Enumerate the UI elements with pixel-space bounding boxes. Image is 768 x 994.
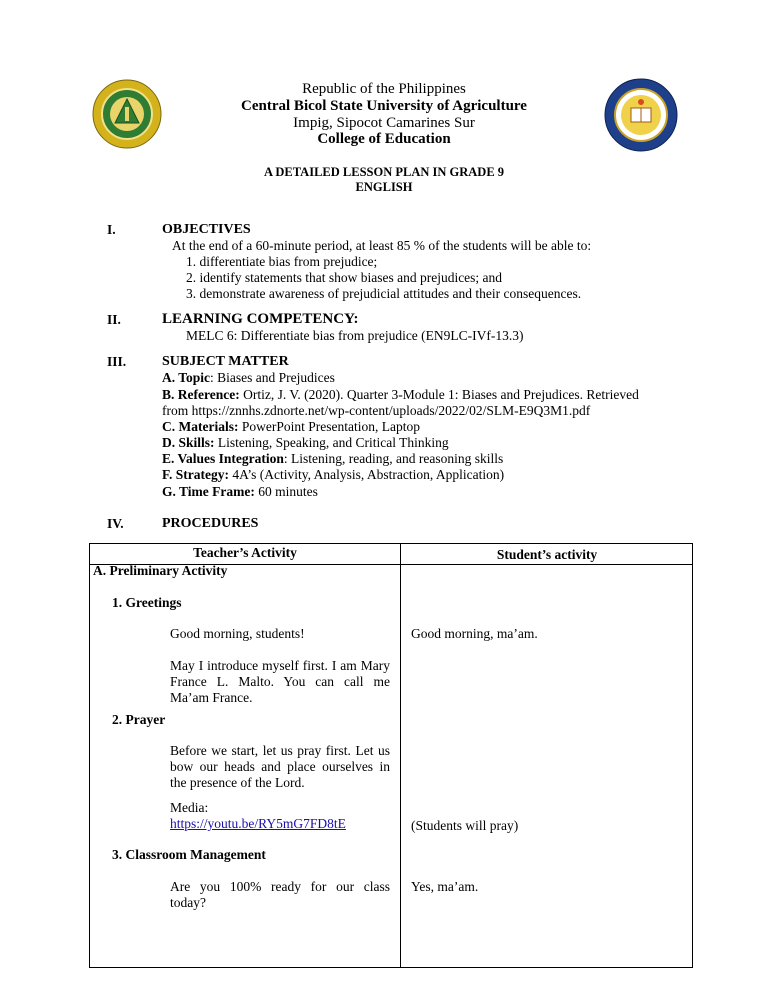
values-label: E. Values Integration bbox=[162, 451, 284, 466]
student-activity-header: Student’s activity bbox=[496, 547, 598, 562]
column-divider bbox=[400, 544, 401, 967]
section-number-competency: II. bbox=[107, 312, 121, 327]
section-heading-competency: LEARNING COMPETENCY: bbox=[162, 311, 359, 327]
timeframe-value: 60 minutes bbox=[254, 484, 318, 499]
teacher-readiness-question: Are you 100% ready for our class today? bbox=[170, 879, 390, 910]
objective-item: 1. differentiate bias from prejudice; bbox=[186, 254, 378, 269]
section-heading-subject: SUBJECT MATTER bbox=[162, 354, 289, 369]
teacher-activity-header: Teacher’s Activity bbox=[193, 545, 297, 560]
subject-timeframe bbox=[162, 484, 318, 500]
materials-value: PowerPoint Presentation, Laptop bbox=[238, 419, 420, 434]
strategy-label-letter: F bbox=[162, 467, 170, 482]
reference-url: from https://znnhs.zdnorte.net/wp-content/uploads/2022/02/SLM-E9Q3M1.pdf bbox=[162, 403, 591, 418]
prayer-media-link[interactable]: https://youtu.be/RY5mG7FD8tE bbox=[170, 816, 346, 831]
objectives-intro: At the end of a 60-minute period, at least 85 % of the students will be able to: bbox=[172, 238, 592, 253]
strategy-value: 4A’s (Activity, Analysis, Abstraction, Application) bbox=[229, 467, 505, 482]
section-heading-procedures: PROCEDURES bbox=[162, 516, 259, 531]
teacher-prayer-instructions: Before we start, let us pray first. Let us bow our heads and place ourselves in the presence of the Lord. bbox=[170, 743, 390, 790]
timeframe-label: G. Time Frame: bbox=[162, 484, 255, 499]
reference-label: B. Reference: bbox=[162, 387, 240, 402]
section-heading-objectives: OBJECTIVES bbox=[162, 222, 251, 237]
strategy-label: . Strategy: bbox=[169, 467, 229, 482]
values-value: : Listening, reading, and reasoning skills bbox=[283, 451, 504, 466]
teacher-introduction: May I introduce myself first. I am Mary France L. Malto. You can call me Ma’am France. bbox=[170, 658, 390, 705]
student-prayer-response: (Students will pray) bbox=[411, 818, 519, 833]
college-name: College of Education bbox=[317, 131, 451, 147]
country-line: Republic of the Philippines bbox=[302, 81, 466, 97]
preliminary-activity-heading: A. Preliminary Activity bbox=[93, 563, 228, 578]
objective-item: 3. demonstrate awareness of prejudicial attitudes and their consequences. bbox=[186, 286, 582, 301]
objective-item: 2. identify statements that show biases and prejudices; and bbox=[186, 270, 503, 285]
prayer-heading: 2. Prayer bbox=[112, 712, 166, 727]
subject-strategy bbox=[162, 467, 504, 483]
skills-label: D. Skills: bbox=[162, 435, 215, 450]
section-number-subject: III. bbox=[107, 354, 127, 369]
document-title: A DETAILED LESSON PLAN IN GRADE 9 bbox=[263, 165, 505, 179]
teacher-greeting: Good morning, students! bbox=[170, 626, 305, 641]
document-subject: ENGLISH bbox=[355, 180, 413, 194]
subject-reference bbox=[162, 387, 639, 403]
skills-value: Listening, Speaking, and Critical Thinking bbox=[214, 435, 449, 450]
section-number-procedures: IV. bbox=[107, 516, 124, 531]
competency-text: MELC 6: Differentiate bias from prejudice (EN9LC-IVf-13.3) bbox=[186, 328, 524, 343]
materials-label: C. Materials: bbox=[162, 419, 239, 434]
subject-values bbox=[162, 451, 503, 467]
topic-value: : Biases and Prejudices bbox=[210, 370, 335, 385]
subject-materials bbox=[162, 419, 420, 435]
topic-label: A. Topic bbox=[162, 370, 211, 385]
university-address: Impig, Sipocot Camarines Sur bbox=[293, 115, 475, 131]
classroom-management-heading: 3. Classroom Management bbox=[112, 847, 266, 862]
section-number-objectives: I. bbox=[107, 222, 116, 237]
procedures-table bbox=[89, 543, 693, 968]
reference-value: Ortiz, J. V. (2020). Quarter 3-Module 1: Biases and Prejudices. Retrieved bbox=[239, 387, 639, 402]
media-label: Media: bbox=[170, 800, 209, 815]
greetings-heading: 1. Greetings bbox=[112, 595, 182, 610]
subject-skills bbox=[162, 435, 449, 451]
student-readiness-response: Yes, ma’am. bbox=[411, 879, 479, 894]
student-greeting: Good morning, ma’am. bbox=[411, 626, 538, 641]
university-name: Central Bicol State University of Agriculture bbox=[241, 98, 527, 114]
subject-topic bbox=[162, 370, 335, 386]
